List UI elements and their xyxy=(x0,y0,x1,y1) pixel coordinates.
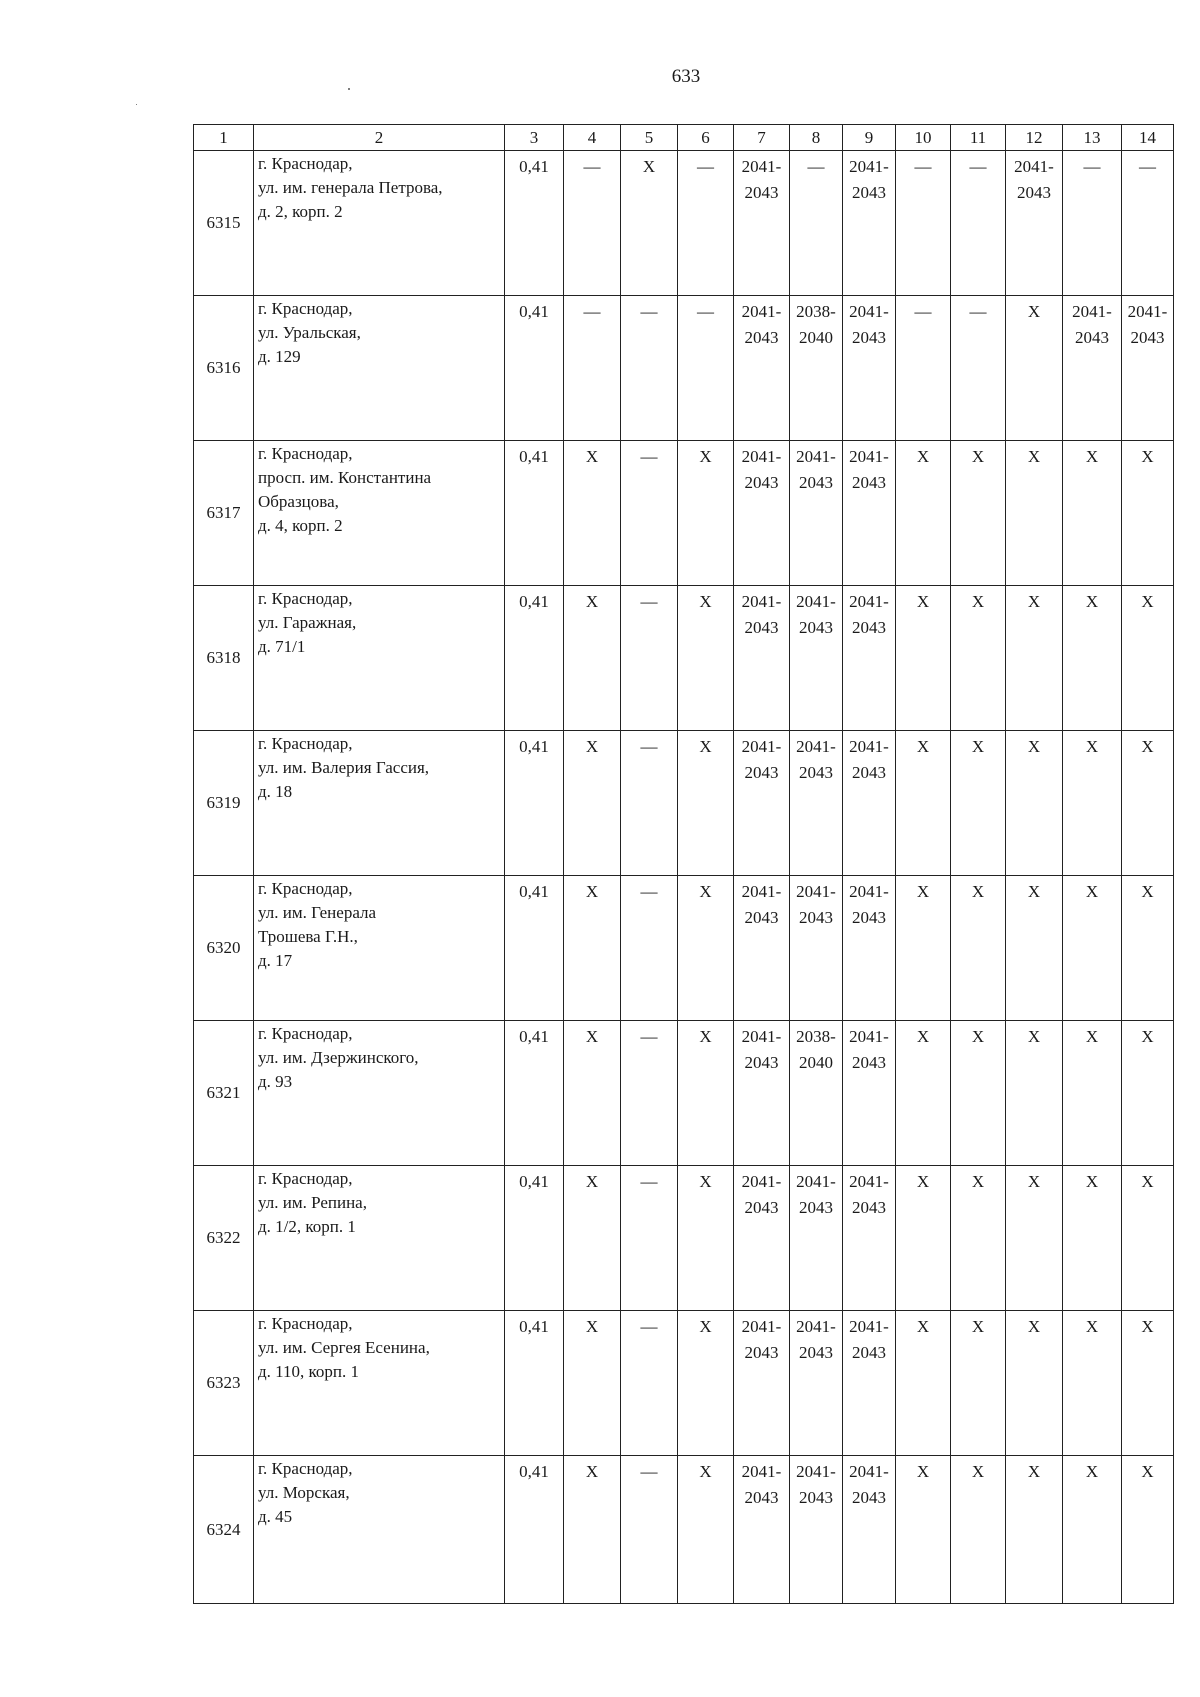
cell-col-6: — xyxy=(678,151,734,296)
cell-col-12: Х xyxy=(1006,296,1063,441)
cell-col-5: — xyxy=(621,731,678,876)
cell-col-13: Х xyxy=(1063,1166,1122,1311)
cell-col-14: Х xyxy=(1122,1456,1174,1604)
cell-col-3: 0,41 xyxy=(505,296,564,441)
cell-col-6: Х xyxy=(678,441,734,586)
cell-col-11: Х xyxy=(951,1311,1006,1456)
row-address: г. Краснодар, ул. им. Репина, д. 1/2, корп. 1 xyxy=(254,1166,505,1311)
cell-col-8: 2041- 2043 xyxy=(790,586,843,731)
row-number: 6319 xyxy=(194,731,254,876)
cell-col-11: — xyxy=(951,296,1006,441)
cell-col-11: — xyxy=(951,151,1006,296)
cell-col-8: 2041- 2043 xyxy=(790,1311,843,1456)
cell-col-10: — xyxy=(896,296,951,441)
cell-col-10: Х xyxy=(896,586,951,731)
cell-col-10: Х xyxy=(896,1456,951,1604)
row-address: г. Краснодар, ул. Гаражная, д. 71/1 xyxy=(254,586,505,731)
cell-col-6: Х xyxy=(678,1456,734,1604)
column-header-14: 14 xyxy=(1122,125,1174,151)
column-header-11: 11 xyxy=(951,125,1006,151)
cell-col-14: Х xyxy=(1122,586,1174,731)
table-row xyxy=(194,1021,1174,1166)
cell-col-13: Х xyxy=(1063,441,1122,586)
cell-col-4: — xyxy=(564,296,621,441)
cell-col-13: Х xyxy=(1063,1311,1122,1456)
column-header-4: 4 xyxy=(564,125,621,151)
cell-col-5: — xyxy=(621,441,678,586)
cell-col-3: 0,41 xyxy=(505,731,564,876)
cell-col-5: — xyxy=(621,586,678,731)
cell-col-8: 2041- 2043 xyxy=(790,1456,843,1604)
cell-col-9: 2041- 2043 xyxy=(843,1021,896,1166)
cell-col-14: 2041- 2043 xyxy=(1122,296,1174,441)
row-address: г. Краснодар, ул. им. Валерия Гассия, д. 18 xyxy=(254,731,505,876)
cell-col-5: Х xyxy=(621,151,678,296)
cell-col-11: Х xyxy=(951,1021,1006,1166)
cell-col-7: 2041- 2043 xyxy=(734,876,790,1021)
cell-col-6: Х xyxy=(678,731,734,876)
cell-col-4: — xyxy=(564,151,621,296)
cell-col-6: Х xyxy=(678,1166,734,1311)
cell-col-10: Х xyxy=(896,731,951,876)
column-header-5: 5 xyxy=(621,125,678,151)
cell-col-13: 2041- 2043 xyxy=(1063,296,1122,441)
cell-col-4: Х xyxy=(564,1021,621,1166)
cell-col-14: Х xyxy=(1122,1166,1174,1311)
column-header-9: 9 xyxy=(843,125,896,151)
table-row xyxy=(194,441,1174,586)
cell-col-5: — xyxy=(621,1166,678,1311)
table-row xyxy=(194,876,1174,1021)
row-address: г. Краснодар, ул. им. генерала Петрова, д. 2, корп. 2 xyxy=(254,151,505,296)
cell-col-9: 2041- 2043 xyxy=(843,151,896,296)
cell-col-10: — xyxy=(896,151,951,296)
cell-col-3: 0,41 xyxy=(505,1311,564,1456)
cell-col-12: Х xyxy=(1006,876,1063,1021)
cell-col-11: Х xyxy=(951,441,1006,586)
cell-col-9: 2041- 2043 xyxy=(843,586,896,731)
row-number: 6322 xyxy=(194,1166,254,1311)
cell-col-5: — xyxy=(621,1456,678,1604)
table-row xyxy=(194,586,1174,731)
cell-col-7: 2041- 2043 xyxy=(734,731,790,876)
table-row xyxy=(194,1166,1174,1311)
cell-col-3: 0,41 xyxy=(505,1456,564,1604)
cell-col-10: Х xyxy=(896,1311,951,1456)
cell-col-14: Х xyxy=(1122,1311,1174,1456)
cell-col-9: 2041- 2043 xyxy=(843,296,896,441)
cell-col-6: Х xyxy=(678,586,734,731)
cell-col-8: 2041- 2043 xyxy=(790,876,843,1021)
cell-col-9: 2041- 2043 xyxy=(843,1311,896,1456)
cell-col-13: Х xyxy=(1063,1021,1122,1166)
header-row xyxy=(194,125,1174,151)
row-number: 6320 xyxy=(194,876,254,1021)
table-body xyxy=(194,151,1174,1604)
table-row xyxy=(194,296,1174,441)
cell-col-12: Х xyxy=(1006,1311,1063,1456)
cell-col-7: 2041- 2043 xyxy=(734,1021,790,1166)
cell-col-12: Х xyxy=(1006,586,1063,731)
cell-col-8: 2041- 2043 xyxy=(790,731,843,876)
cell-col-12: 2041- 2043 xyxy=(1006,151,1063,296)
cell-col-9: 2041- 2043 xyxy=(843,1456,896,1604)
cell-col-7: 2041- 2043 xyxy=(734,151,790,296)
cell-col-4: Х xyxy=(564,731,621,876)
cell-col-7: 2041- 2043 xyxy=(734,1456,790,1604)
cell-col-10: Х xyxy=(896,1021,951,1166)
cell-col-14: Х xyxy=(1122,1021,1174,1166)
cell-col-8: 2038- 2040 xyxy=(790,1021,843,1166)
cell-col-11: Х xyxy=(951,731,1006,876)
cell-col-4: Х xyxy=(564,586,621,731)
row-address: г. Краснодар, ул. Уральская, д. 129 xyxy=(254,296,505,441)
cell-col-12: Х xyxy=(1006,1166,1063,1311)
column-header-13: 13 xyxy=(1063,125,1122,151)
cell-col-3: 0,41 xyxy=(505,151,564,296)
cell-col-14: Х xyxy=(1122,441,1174,586)
cell-col-7: 2041- 2043 xyxy=(734,441,790,586)
table-header xyxy=(194,125,1174,151)
row-address: г. Краснодар, ул. им. Сергея Есенина, д. 110, корп. 1 xyxy=(254,1311,505,1456)
cell-col-6: — xyxy=(678,296,734,441)
column-header-3: 3 xyxy=(505,125,564,151)
column-header-2: 2 xyxy=(254,125,505,151)
cell-col-11: Х xyxy=(951,1456,1006,1604)
cell-col-12: Х xyxy=(1006,731,1063,876)
cell-col-4: Х xyxy=(564,1311,621,1456)
cell-col-8: 2041- 2043 xyxy=(790,441,843,586)
cell-col-12: Х xyxy=(1006,441,1063,586)
cell-col-4: Х xyxy=(564,441,621,586)
cell-col-5: — xyxy=(621,876,678,1021)
row-address: г. Краснодар, ул. Морская, д. 45 xyxy=(254,1456,505,1604)
cell-col-10: Х xyxy=(896,876,951,1021)
cell-col-14: Х xyxy=(1122,876,1174,1021)
cell-col-5: — xyxy=(621,1311,678,1456)
column-header-12: 12 xyxy=(1006,125,1063,151)
cell-col-11: Х xyxy=(951,586,1006,731)
row-number: 6318 xyxy=(194,586,254,731)
cell-col-7: 2041- 2043 xyxy=(734,1311,790,1456)
cell-col-9: 2041- 2043 xyxy=(843,441,896,586)
cell-col-8: — xyxy=(790,151,843,296)
cell-col-3: 0,41 xyxy=(505,1021,564,1166)
table-row xyxy=(194,151,1174,296)
column-header-8: 8 xyxy=(790,125,843,151)
cell-col-6: Х xyxy=(678,876,734,1021)
cell-col-8: 2041- 2043 xyxy=(790,1166,843,1311)
table-row xyxy=(194,1456,1174,1604)
row-address: г. Краснодар, ул. им. Генерала Трошева Г.Н., д. 17 xyxy=(254,876,505,1021)
cell-col-3: 0,41 xyxy=(505,876,564,1021)
cell-col-6: Х xyxy=(678,1021,734,1166)
cell-col-7: 2041- 2043 xyxy=(734,296,790,441)
column-header-7: 7 xyxy=(734,125,790,151)
cell-col-4: Х xyxy=(564,1456,621,1604)
cell-col-9: 2041- 2043 xyxy=(843,731,896,876)
cell-col-12: Х xyxy=(1006,1021,1063,1166)
cell-col-11: Х xyxy=(951,1166,1006,1311)
cell-col-14: — xyxy=(1122,151,1174,296)
scan-speck xyxy=(348,88,350,90)
cell-col-10: Х xyxy=(896,1166,951,1311)
scan-speck xyxy=(136,104,137,105)
table-row xyxy=(194,731,1174,876)
row-number: 6315 xyxy=(194,151,254,296)
cell-col-12: Х xyxy=(1006,1456,1063,1604)
row-number: 6317 xyxy=(194,441,254,586)
row-number: 6324 xyxy=(194,1456,254,1604)
cell-col-3: 0,41 xyxy=(505,441,564,586)
cell-col-7: 2041- 2043 xyxy=(734,586,790,731)
cell-col-5: — xyxy=(621,1021,678,1166)
row-number: 6316 xyxy=(194,296,254,441)
row-address: г. Краснодар, просп. им. Константина Образцова, д. 4, корп. 2 xyxy=(254,441,505,586)
column-header-10: 10 xyxy=(896,125,951,151)
table-row xyxy=(194,1311,1174,1456)
cell-col-13: — xyxy=(1063,151,1122,296)
cell-col-13: Х xyxy=(1063,731,1122,876)
row-number: 6323 xyxy=(194,1311,254,1456)
cell-col-3: 0,41 xyxy=(505,1166,564,1311)
cell-col-5: — xyxy=(621,296,678,441)
row-number: 6321 xyxy=(194,1021,254,1166)
cell-col-7: 2041- 2043 xyxy=(734,1166,790,1311)
cell-col-13: Х xyxy=(1063,1456,1122,1604)
registry-table xyxy=(193,124,1174,1604)
cell-col-4: Х xyxy=(564,1166,621,1311)
cell-col-11: Х xyxy=(951,876,1006,1021)
cell-col-13: Х xyxy=(1063,586,1122,731)
cell-col-14: Х xyxy=(1122,731,1174,876)
column-header-6: 6 xyxy=(678,125,734,151)
cell-col-13: Х xyxy=(1063,876,1122,1021)
cell-col-9: 2041- 2043 xyxy=(843,1166,896,1311)
row-address: г. Краснодар, ул. им. Дзержинского, д. 93 xyxy=(254,1021,505,1166)
cell-col-3: 0,41 xyxy=(505,586,564,731)
page-number: 633 xyxy=(671,66,701,87)
cell-col-9: 2041- 2043 xyxy=(843,876,896,1021)
cell-col-4: Х xyxy=(564,876,621,1021)
cell-col-10: Х xyxy=(896,441,951,586)
cell-col-6: Х xyxy=(678,1311,734,1456)
cell-col-8: 2038- 2040 xyxy=(790,296,843,441)
column-header-1: 1 xyxy=(194,125,254,151)
